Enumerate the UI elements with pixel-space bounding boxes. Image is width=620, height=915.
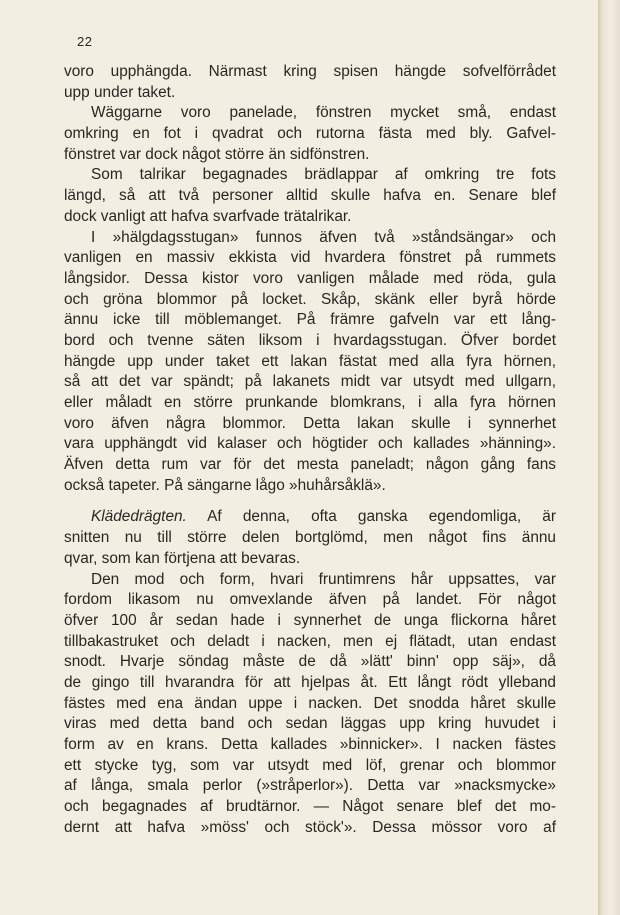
text-line: omkring en fot i qvadrat och rutorna fästa med bly. Gafvel- <box>64 125 556 143</box>
text-line: de gingo till hvarandra för att hjelpas åt. Ett långt rödt ylleband <box>64 673 556 691</box>
text-line: eller måladt en större prunkande blomkrans, i alla fyra hörnen <box>64 394 556 411</box>
text-line: hängde upp under taket ett lakan fästat med alla fyra hörnen, <box>64 352 556 370</box>
text-line: voro upphängda. Närmast kring spisen hängde sofvelförrådet <box>64 63 556 80</box>
text-line: så att det var spändt; på lakanets midt var utsydt med ullgarn, <box>64 373 556 391</box>
text-line: Äfven detta rum var för det mesta paneladt; någon gång fans <box>64 456 556 474</box>
text-line: Den mod och form, hvari fruntimrens hår uppsattes, var <box>91 570 556 588</box>
text-line: öfver 100 år sedan hade i synnerhet de unga flickorna håret <box>64 611 556 629</box>
text-line: qvar, som kan förtjena att bevaras. <box>64 549 301 567</box>
text-line: bord och tvenne säten liksom i hvardagsstugan. Öfver bordet <box>64 331 556 349</box>
text-line: ett stycke tyg, som var utsydt med löf, grenar och blommor <box>64 756 556 774</box>
text-line <box>64 507 556 528</box>
text-line: långsidor. Dessa kistor voro vanligen målade med röda, gula <box>64 269 556 287</box>
text-line: viras med detta band och sedan läggas upp kring huvudet i <box>64 715 556 733</box>
text-line: af långa, smala perlor (»stråperlor»). Detta var »nacksmycke» <box>64 777 556 795</box>
section-heading: Klädedrägten. <box>91 508 187 526</box>
text-line: Som talrikar begagnades brädlappar af omkring tre fots <box>91 166 556 184</box>
text-line: fästes med ena ändan uppe i nacken. Det snodda håret skulle <box>64 694 556 712</box>
text-line-content: Af denna, ofta ganska egendomliga, är <box>207 508 556 526</box>
page-number: 22 <box>77 34 93 49</box>
text-line: också tapeter. På sängarne lågo »huhårsåklä». <box>64 476 386 494</box>
text-line: längd, så att två personer alltid skulle hafva en. Senare blef <box>64 187 556 205</box>
text-line: I »hälgdagsstugan» funnos äfven två »ståndsängar» och <box>91 228 556 246</box>
text-line: och begagnades af brudtärnor. — Något senare blef det mo- <box>64 798 556 816</box>
text-line: fordom likasom nu omvexlande äfven på landet. För något <box>64 591 556 609</box>
text-line: snitten nu till större delen bortglömd, men något fins ännu <box>64 529 556 547</box>
text-line: fönstret var dock något större än sidfönstren. <box>64 145 370 163</box>
text-line: ännu icke till möblemanget. På främre gafveln var ett lång- <box>64 311 556 329</box>
body-text <box>64 62 556 838</box>
text-line: voro äfven några blommor. Detta lakan skulle i synnerhet <box>64 414 556 432</box>
text-line: vara upphängdt vid kalaser och högtider och kallades »hänning». <box>64 435 556 453</box>
text-line: dock vanligt att hafva svarfvade trätalrikar. <box>64 207 352 225</box>
text-line: vanligen en massiv ekkista vid hvardera fönstret på rummets <box>64 249 556 267</box>
text-line: snodt. Hvarje söndag måste de då »lätt' binn' opp säj», då <box>64 653 556 671</box>
text-line: Wäggarne voro panelade, fönstren mycket små, endast <box>91 104 556 122</box>
text-line: och gröna blommor på locket. Skåp, skänk eller byrå hörde <box>64 290 556 308</box>
text-line: tillbakastruket och deladt i nacken, men ej flätadt, utan endast <box>64 632 556 650</box>
text-line: form av en krans. Detta kallades »binnicker». I nacken fästes <box>64 736 556 753</box>
text-line: upp under taket. <box>64 83 176 101</box>
book-gutter <box>598 0 620 915</box>
text-line: dernt att hafva »möss' och stöck'». Dessa mössor voro af <box>64 818 556 836</box>
